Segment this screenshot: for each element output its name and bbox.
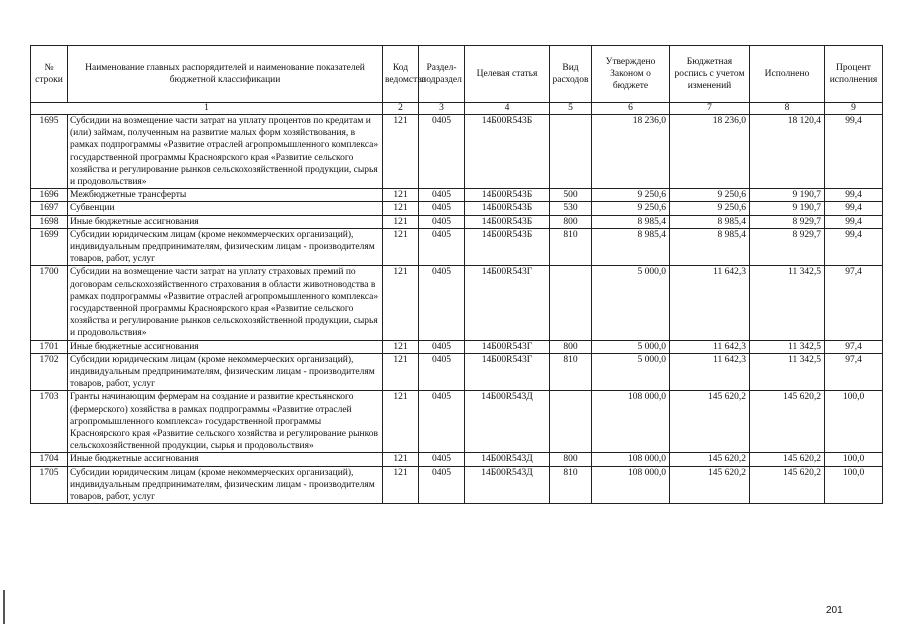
- row-expense-type: [550, 391, 592, 453]
- row-executed: 145 620,2: [750, 391, 825, 453]
- column-number: 7: [670, 103, 750, 115]
- row-approved: 9 250,6: [592, 202, 670, 215]
- column-number: 2: [383, 103, 419, 115]
- row-name: Субсидии юридическим лицам (кроме некоммерческих организаций), индивидуальным предпринимателям, физическим лицам - производителям товаров, работ, услуг: [68, 353, 383, 391]
- table-row: [31, 353, 883, 391]
- budget-sheet: [30, 45, 883, 504]
- row-name: Межбюджетные трансферты: [68, 189, 383, 202]
- row-target: 14Б00R543Г: [465, 340, 550, 353]
- row-dept: 121: [383, 340, 419, 353]
- header-row-no: № строки: [31, 46, 68, 103]
- row-number: 1705: [31, 466, 68, 504]
- row-executed: 18 120,4: [750, 115, 825, 189]
- row-section: 0405: [419, 353, 465, 391]
- row-section: 0405: [419, 215, 465, 228]
- row-approved: 5 000,0: [592, 353, 670, 391]
- table-row: [31, 228, 883, 266]
- row-executed: 9 190,7: [750, 202, 825, 215]
- column-number-row: [31, 103, 883, 115]
- row-executed: 11 342,5: [750, 340, 825, 353]
- row-percent: 99,4: [825, 228, 883, 266]
- row-percent: 99,4: [825, 115, 883, 189]
- row-target: 14Б00R543Б: [465, 215, 550, 228]
- row-expense-type: 810: [550, 466, 592, 504]
- table-row: [31, 215, 883, 228]
- row-dept: 121: [383, 391, 419, 453]
- row-percent: 99,4: [825, 215, 883, 228]
- column-number: 3: [419, 103, 465, 115]
- row-percent: 99,4: [825, 189, 883, 202]
- row-name: Иные бюджетные ассигнования: [68, 340, 383, 353]
- header-approved: Утверждено Законом о бюджете: [592, 46, 670, 103]
- row-dept: 121: [383, 353, 419, 391]
- row-number: 1697: [31, 202, 68, 215]
- row-name: Субсидии на возмещение части затрат на уплату страховых премий по договорам сельскохозяйственного страхования в области животноводства в рамках подпрограммы «Развитие отраслей агропромышленного комплекса» государственной программы Красноярского края «Развитие сельского хозяйства и регулирование рынков сельскохозяйственной продукции, сырья и продовольствия»: [68, 266, 383, 340]
- row-expense-type: 810: [550, 228, 592, 266]
- row-number: 1698: [31, 215, 68, 228]
- row-percent: 100,0: [825, 391, 883, 453]
- row-number: 1696: [31, 189, 68, 202]
- row-number: 1699: [31, 228, 68, 266]
- row-executed: 145 620,2: [750, 466, 825, 504]
- row-expense-type: 810: [550, 353, 592, 391]
- row-executed: 11 342,5: [750, 266, 825, 340]
- table-row: [31, 340, 883, 353]
- row-schedule: 145 620,2: [670, 466, 750, 504]
- row-dept: 121: [383, 453, 419, 466]
- row-percent: 97,4: [825, 353, 883, 391]
- row-schedule: 11 642,3: [670, 353, 750, 391]
- row-approved: 5 000,0: [592, 340, 670, 353]
- row-name: Субсидии на возмещение части затрат на уплату процентов по кредитам и (или) займам, полученным на развитие малых форм хозяйствования, в рамках подпрограммы «Развитие отраслей агропромышленного комплекса» государственной программы Красноярского края «Развитие сельского хозяйства и регулирование рынков сельскохозяйственной продукции, сырья и продовольствия»: [68, 115, 383, 189]
- table-row: [31, 202, 883, 215]
- row-percent: 100,0: [825, 453, 883, 466]
- table-row: [31, 466, 883, 504]
- column-number: 5: [550, 103, 592, 115]
- row-percent: 97,4: [825, 340, 883, 353]
- row-number: 1695: [31, 115, 68, 189]
- row-expense-type: [550, 115, 592, 189]
- scan-edge-mark: [3, 590, 5, 624]
- row-dept: 121: [383, 115, 419, 189]
- row-expense-type: 530: [550, 202, 592, 215]
- header-schedule: Бюджетная роспись с учетом изменений: [670, 46, 750, 103]
- row-dept: 121: [383, 202, 419, 215]
- row-section: 0405: [419, 228, 465, 266]
- row-approved: 8 985,4: [592, 215, 670, 228]
- row-number: 1700: [31, 266, 68, 340]
- row-executed: 9 190,7: [750, 189, 825, 202]
- row-schedule: 8 985,4: [670, 228, 750, 266]
- header-expense-type: Вид расходов: [550, 46, 592, 103]
- row-section: 0405: [419, 453, 465, 466]
- column-number: 4: [465, 103, 550, 115]
- table-row: [31, 266, 883, 340]
- row-target: 14Б00R543Г: [465, 353, 550, 391]
- table-row: [31, 115, 883, 189]
- row-section: 0405: [419, 202, 465, 215]
- row-number: 1702: [31, 353, 68, 391]
- row-approved: 108 000,0: [592, 453, 670, 466]
- row-executed: 11 342,5: [750, 353, 825, 391]
- row-section: 0405: [419, 466, 465, 504]
- row-section: 0405: [419, 115, 465, 189]
- row-approved: 108 000,0: [592, 391, 670, 453]
- row-section: 0405: [419, 391, 465, 453]
- row-dept: 121: [383, 189, 419, 202]
- table-row: [31, 189, 883, 202]
- row-schedule: 145 620,2: [670, 453, 750, 466]
- row-dept: 121: [383, 466, 419, 504]
- page-number: 201: [826, 605, 843, 616]
- header-row: [31, 46, 883, 103]
- row-approved: 18 236,0: [592, 115, 670, 189]
- row-approved: 108 000,0: [592, 466, 670, 504]
- row-expense-type: [550, 266, 592, 340]
- row-executed: 145 620,2: [750, 453, 825, 466]
- row-approved: 5 000,0: [592, 266, 670, 340]
- header-executed: Исполнено: [750, 46, 825, 103]
- row-expense-type: 800: [550, 215, 592, 228]
- row-percent: 100,0: [825, 466, 883, 504]
- row-target: 14Б00R543Б: [465, 115, 550, 189]
- row-number: 1703: [31, 391, 68, 453]
- column-number: 8: [750, 103, 825, 115]
- row-schedule: 11 642,3: [670, 266, 750, 340]
- row-schedule: 11 642,3: [670, 340, 750, 353]
- row-name: Гранты начинающим фермерам на создание и развитие крестьянского (фермерского) хозяйства в рамках подпрограммы «Развитие отраслей агропромышленного комплекса» государственной программы Красноярского края «Развитие сельского хозяйства и регулирование рынков сельскохозяйственной продукции, сырья и продовольствия»: [68, 391, 383, 453]
- row-dept: 121: [383, 228, 419, 266]
- row-percent: 99,4: [825, 202, 883, 215]
- header-dept: Код ведомства: [383, 46, 419, 103]
- header-name: Наименование главных распорядителей и наименование показателей бюджетной классификации: [68, 46, 383, 103]
- row-section: 0405: [419, 189, 465, 202]
- row-target: 14Б00R543Б: [465, 189, 550, 202]
- row-dept: 121: [383, 215, 419, 228]
- row-schedule: 18 236,0: [670, 115, 750, 189]
- budget-execution-table: [30, 45, 883, 504]
- row-approved: 9 250,6: [592, 189, 670, 202]
- row-approved: 8 985,4: [592, 228, 670, 266]
- row-expense-type: 800: [550, 453, 592, 466]
- row-dept: 121: [383, 266, 419, 340]
- header-section: Раздел-подраздел: [419, 46, 465, 103]
- row-section: 0405: [419, 266, 465, 340]
- row-name: Субсидии юридическим лицам (кроме некоммерческих организаций), индивидуальным предпринимателям, физическим лицам - производителям товаров, работ, услуг: [68, 466, 383, 504]
- row-name: Субвенции: [68, 202, 383, 215]
- row-name: Иные бюджетные ассигнования: [68, 215, 383, 228]
- column-number: 1: [31, 103, 383, 115]
- header-target: Целевая статья: [465, 46, 550, 103]
- row-schedule: 9 250,6: [670, 189, 750, 202]
- header-percent: Процент исполнения: [825, 46, 883, 103]
- row-schedule: 145 620,2: [670, 391, 750, 453]
- row-number: 1704: [31, 453, 68, 466]
- row-expense-type: 500: [550, 189, 592, 202]
- row-target: 14Б00R543Д: [465, 453, 550, 466]
- row-schedule: 9 250,6: [670, 202, 750, 215]
- row-schedule: 8 985,4: [670, 215, 750, 228]
- row-target: 14Б00R543Б: [465, 202, 550, 215]
- row-target: 14Б00R543Д: [465, 391, 550, 453]
- row-target: 14Б00R543Г: [465, 266, 550, 340]
- row-executed: 8 929,7: [750, 228, 825, 266]
- row-number: 1701: [31, 340, 68, 353]
- row-name: Субсидии юридическим лицам (кроме некоммерческих организаций), индивидуальным предпринимателям, физическим лицам - производителям товаров, работ, услуг: [68, 228, 383, 266]
- row-name: Иные бюджетные ассигнования: [68, 453, 383, 466]
- row-percent: 97,4: [825, 266, 883, 340]
- column-number: 9: [825, 103, 883, 115]
- column-number: 6: [592, 103, 670, 115]
- row-executed: 8 929,7: [750, 215, 825, 228]
- row-target: 14Б00R543Д: [465, 466, 550, 504]
- row-section: 0405: [419, 340, 465, 353]
- row-expense-type: 800: [550, 340, 592, 353]
- table-row: [31, 453, 883, 466]
- row-target: 14Б00R543Б: [465, 228, 550, 266]
- table-row: [31, 391, 883, 453]
